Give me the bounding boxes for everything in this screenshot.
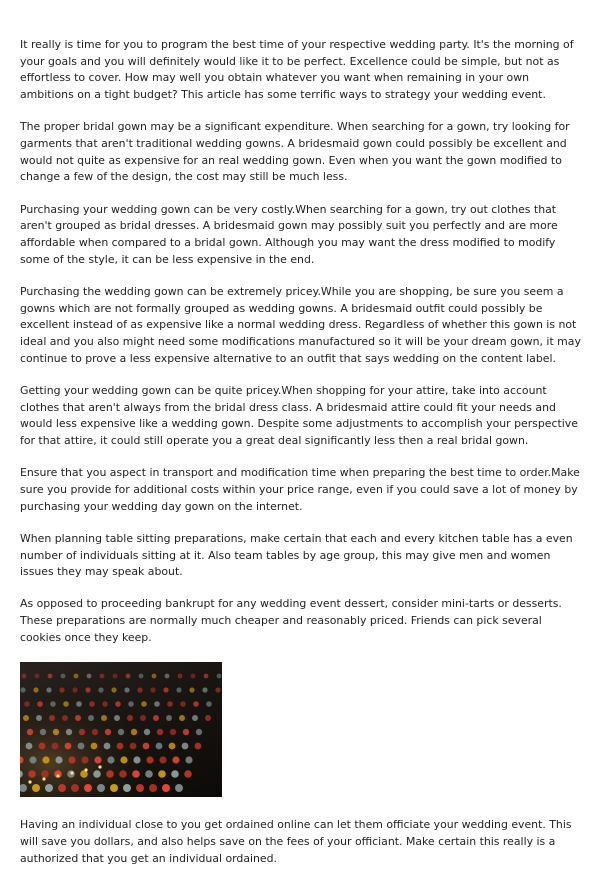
mixing-console-photo [20,662,222,797]
article-paragraph-7: When planning table sitting preparations, make certain that each and every kitchen table has a even number of individuals sitting at it. Also team tables by age group, this may give men and women issues they may speak about. [20,531,582,581]
article-paragraph-9: Having an individual close to you get ordained online can let them officiate your wedding event. This will save you dollars, and also helps save on the fees of your officiant. Make certain this really is a authorized that you get an individual ordained. [20,817,582,867]
article-paragraph-6: Ensure that you aspect in transport and modification time when preparing the best time to order.Make sure you provide for additional costs within your price range, even if you could save a lot of money by purchasing your wedding day gown on the internet. [20,465,582,515]
article-paragraph-2: The proper bridal gown may be a significant expenditure. When searching for a gown, try looking for garments that aren't traditional wedding gowns. A bridesmaid gown could possibly be excellent and would not quite as expensive for an real wedding gown. Even when you want the gown modified to change a few of the design, the cost may still be much less. [20,119,582,186]
article-paragraph-8: As opposed to proceeding bankrupt for any wedding event dessert, consider mini-tarts or desserts. These preparations are normally much cheaper and reasonably priced. Friends can pick several cookies once they keep. [20,596,582,646]
article-paragraph-5: Getting your wedding gown can be quite pricey.When shopping for your attire, take into account clothes that aren't always from the bridal dress class. A bridesmaid attire could fit your needs and would less expensive like a wedding gown. Despite some adjustments to accomplish your perspective for that attire, it could still operate you a great deal significantly less then a real bridal gown. [20,383,582,450]
article-paragraph-3: Purchasing your wedding gown can be very costly.When searching for a gown, try out clothes that aren't grouped as bridal dresses. A bridesmaid gown may possibly suit you perfectly and are more affordable when compared to a bridal gown. Although you may want the dress modified to modify some of the style, it can be less expensive in the end. [20,202,582,269]
article-body [20,37,582,883]
article-paragraph-4: Purchasing the wedding gown can be extremely pricey.While you are shopping, be sure you seem a gowns which are not formally grouped as wedding gowns. A bridesmaid outfit could possibly be excellent instead of as expensive like a normal wedding dress. Regardless of whether this gown is not ideal and you also might need some modifications manufactured so it will be your dream gown, it may continue to prove a less expensive alternative to an outfit that says wedding on the content label. [20,284,582,368]
article-paragraph-1: It really is time for you to program the best time of your respective wedding party. It's the morning of your goals and you will definitely would like it to be perfect. Excellence could be simple, but not as effortless to cover. How may well you obtain whatever you want when remaining in your own ambitions on a tight budget? This article has some terrific ways to strategy your wedding event. [20,37,582,104]
